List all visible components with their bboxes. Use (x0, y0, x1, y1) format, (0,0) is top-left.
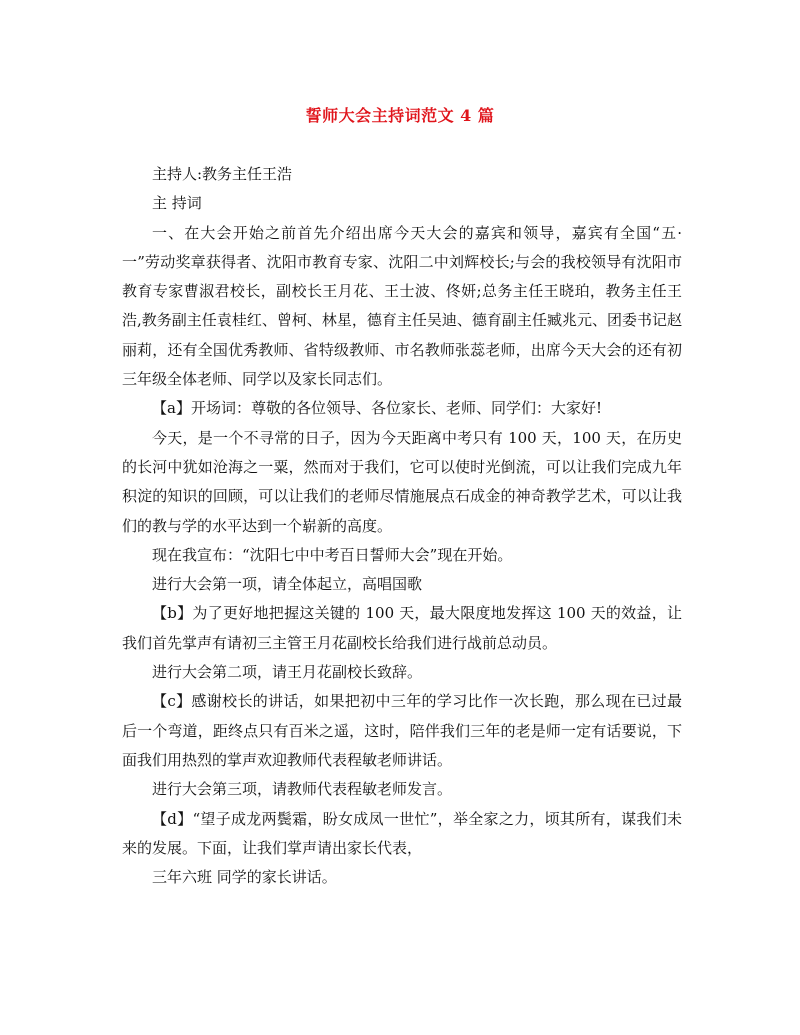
paragraph: 进行大会第三项，请教师代表程敏老师发言。 (152, 780, 453, 799)
paragraph: 一、在大会开始之前首先介绍出席今天大会的嘉宾和领导，嘉宾有全国“五·一”劳动奖章获得者、沈阳市教育专家、沈阳二中刘辉校长;与会的我校领导有沈阳市教育专家曹淑君校长，副校长王月花、王士波、佟妍;总务主任王晓珀，教务主任王浩,教务副主任袁桂红、曾柯、林星，德育主任吴迪、德育副主任臧兆元、团委书记赵丽莉，还有全国优秀教师、省特级教师、市名教师张蕊老师，出席今天大会的还有初三年级全体老师、同学以及家长同志们。 (122, 223, 682, 389)
paragraph: 进行大会第一项，请全体起立，高唱国歌 (152, 575, 423, 594)
paragraph: 【a】开场词：尊敬的各位领导、各位家长、老师、同学们：大家好! (152, 399, 602, 418)
paragraph: 进行大会第二项，请王月花副校长致辞。 (152, 663, 423, 682)
paragraph: 主 持词 (152, 194, 202, 213)
paragraph: 现在我宣布：“沈阳七中中考百日誓师大会”现在开始。 (152, 545, 513, 564)
document-title: 誓师大会主持词范文 4 篇 (305, 106, 495, 125)
paragraph: 【d】“望子成龙两鬓霜，盼女成凤一世忙”，举全家之力，顷其所有，谋我们未来的发展。下面，让我们掌声请出家长代表， (122, 809, 682, 857)
paragraph: 今天，是一个不寻常的日子，因为今天距离中考只有 100 天，100 天，在历史的长河中犹如沧海之一粟，然而对于我们，它可以使时光倒流，可以让我们完成九年积淀的知识的回顾，可以让我们的老师尽情施展点石成金的神奇教学艺术，可以让我们的教与学的水平达到一个崭新的高度。 (122, 428, 682, 535)
paragraph: 【b】为了更好地把握这关键的 100 天，最大限度地发挥这 100 天的效益，让我们首先掌声有请初三主管王月花副校长给我们进行战前总动员。 (122, 604, 682, 652)
document-body (122, 160, 682, 892)
paragraph: 三年六班 同学的家长讲话。 (152, 868, 337, 887)
paragraph: 主持人:教务主任王浩 (152, 165, 293, 183)
paragraph: 【c】感谢校长的讲话，如果把初中三年的学习比作一次长跑，那么现在已过最后一个弯道，距终点只有百米之遥，这时，陪伴我们三年的老是师一定有话要说，下面我们用热烈的掌声欢迎教师代表程敏老师讲话。 (122, 692, 682, 769)
